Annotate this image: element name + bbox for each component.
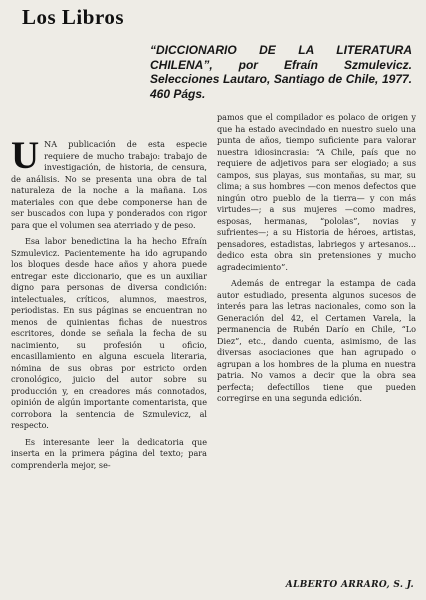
book-reference-header: “DICCIONARIO DE LA LITERATURA CHILENA”, por Efraín Szmulevicz. Selecciones Lautaro, Santiago de Chile, 1977. 460 Págs.	[150, 43, 412, 101]
section-title: Los Libros	[22, 5, 125, 29]
author-signature: ALBERTO ARRARO, S. J.	[285, 580, 414, 590]
drop-cap: U	[11, 134, 40, 177]
body-paragraph: Además de entregar la estampa de cada autor estudiado, presenta algunos sucesos de interés para las letras nacionales, como son la Generación del 42, el Certamen Varela, la permanencia de Rubén Darío en Chile, “Lo Diez”, etc., dando cuenta, asimismo, de las diversas asociaciones que han agrupado o agrupan a los hombres de la pluma en nuestra patria. No vamos a decir que la obra sea perfecta; defectillos tiene que pueden corregirse en una segunda edición.	[217, 278, 416, 403]
left-column	[11, 134, 207, 471]
right-column	[217, 112, 416, 405]
body-paragraph: Esa labor benedictina la ha hecho Efraín Szmulevicz. Pacientemente ha ido agrupando los bloques desde hace años y ahora puede entregar este diccionario, que es un auxiliar digno para personas de diversa condición: intelectuales, críticos, alumnos, maestros, periodistas. En sus páginas se encuentran no menos de quinientas fichas de nuestros escritores, donde se señala la fecha de su nacimiento, su profesión u oficio, encasillamiento en alguna escuela literaria, nómina de sus obras por estricto orden cronológico, juicio del autor sobre su producción y, en creadores más connotados, opinión de algún importante comentarista, que corrobora la sentencia de Szmulevicz, al respecto.	[11, 236, 207, 430]
opening-paragraph	[11, 134, 207, 231]
body-paragraph: Es interesante leer la dedicatoria que inserta en la primera página del texto; para comprenderla mejor, se-	[11, 436, 207, 470]
paragraph-text: NA publicación de esta especie requiere de mucho trabajo: trabajo de investigación, de historia, de censura, de análisis. No se presenta una obra de tal naturaleza de la noche a la mañana. Los materiales con que debe componerse han de ser buscados con lupa y ponderados con rigor para que el volumen sea aterriado y de peso.	[11, 139, 207, 230]
body-paragraph: pamos que el compilador es polaco de origen y que ha estado avecindado en nuestro suelo una punta de años, tiempo suficiente para valorar nuestra idiosincrasia: “A Chile, país que no requiere de adjetivos para ser elogiado; a sus campos, sus playas, sus montañas, su mar, su clima; a sus hombres —con menos defectos que ningún otro pueblo de la tierra— y con más virtudes—; a sus mujeres —como madres, esposas, hermanas, “pololas”, novias y sufrientes—; a su Historia de héroes, artistas, pensadores, estadistas, labriegos y artesanos... dedico esta obra sin pretensiones y mucho agradecimiento”.	[217, 112, 416, 272]
